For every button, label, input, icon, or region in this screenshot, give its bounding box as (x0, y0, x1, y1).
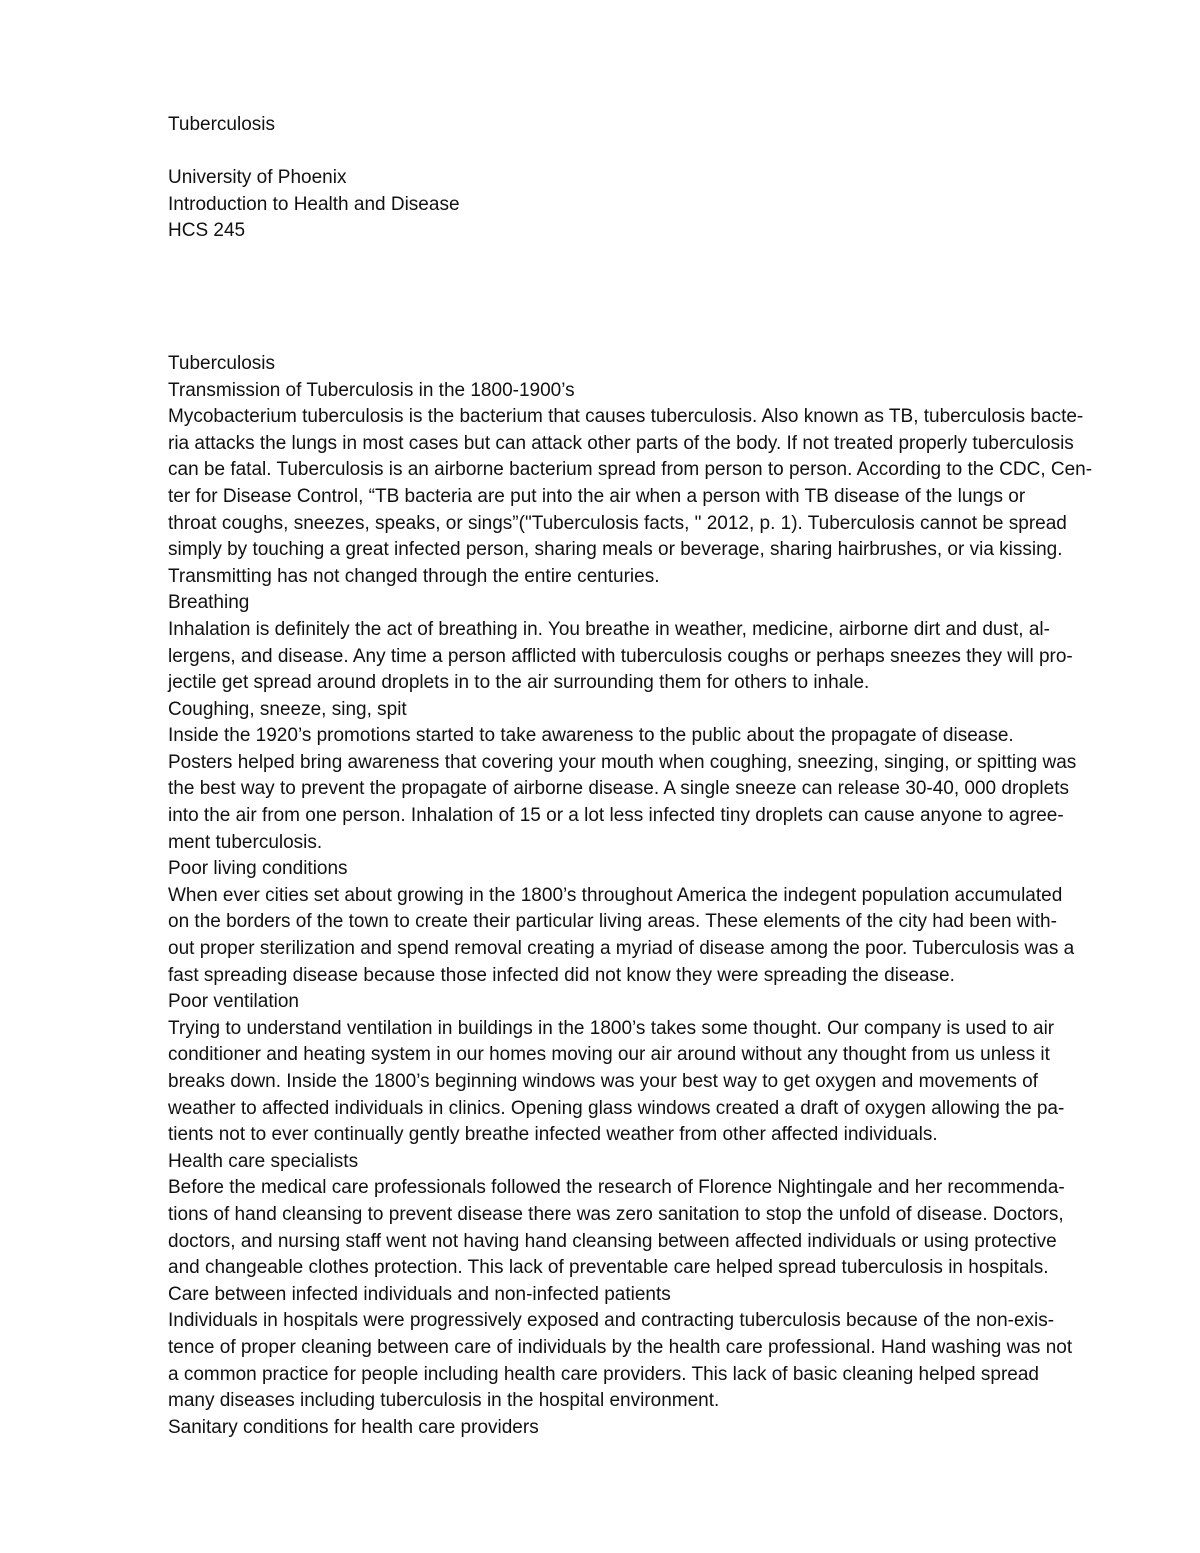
text-line: breaks down. Inside the 1800’s beginning windows was your best way to get oxygen and movements of (168, 1071, 1038, 1092)
text-line: Inside the 1920’s promotions started to take awareness to the public about the propagate of disease. (168, 725, 1014, 747)
text-line: Inhalation is definitely the act of breathing in. You breathe in weather, medicine, airborne dirt and dust, al- (168, 618, 1050, 640)
text-line: on the borders of the town to create their particular living areas. These elements of the city had been with- (168, 911, 1057, 933)
text-line: tence of proper cleaning between care of individuals by the health care professional. Hand washing was not (168, 1336, 1073, 1358)
text-line: Mycobacterium tuberculosis is the bacterium that causes tuberculosis. Also known as TB, tuberculosis bacte- (168, 406, 1084, 428)
text-line: Trying to understand ventilation in buildings in the 1800’s takes some thought. Our company is used to air (168, 1017, 1055, 1039)
text-line: ment tuberculosis. (168, 831, 323, 853)
text-line: tions of hand cleansing to prevent disease there was zero sanitation to stop the unfold of disease. Doctors, (168, 1203, 1064, 1225)
course-name: Introduction to Health and Disease (168, 193, 460, 215)
text-line: ter for Disease Control, “TB bacteria are put into the air when a person with TB disease of the lungs or (168, 485, 1026, 507)
course-code: HCS 245 (168, 220, 246, 242)
text-line: Transmitting has not changed through the entire centuries. (168, 565, 660, 587)
section-heading: Poor ventilation (168, 991, 299, 1013)
text-line: fast spreading disease because those infected did not know they were spreading the disease. (168, 964, 955, 986)
section-heading: Sanitary conditions for health care providers (168, 1416, 539, 1438)
text-line: into the air from one person. Inhalation of 15 or a lot less infected tiny droplets can cause anyone to agree- (168, 805, 1064, 827)
document-title: Tuberculosis (168, 114, 276, 135)
text-line: and changeable clothes protection. This lack of preventable care helped spread tuberculosis in hospitals. (168, 1257, 1049, 1279)
text-line: the best way to prevent the propagate of airborne disease. A single sneeze can release 30-40, 000 droplets (168, 778, 1069, 800)
text-line: simply by touching a great infected person, sharing meals or beverage, sharing hairbrushes, or via kissing. (168, 539, 1063, 561)
spacer (168, 245, 1128, 351)
text-line: When ever cities set about growing in the 1800’s throughout America the indegent population accumulated (168, 884, 1063, 906)
text-line: Individuals in hospitals were progressively exposed and contracting tuberculosis because of the non-exis- (168, 1310, 1055, 1332)
school-name: University of Phoenix (168, 167, 347, 189)
text-line: many diseases including tuberculosis in the hospital environment. (168, 1390, 720, 1412)
text-line: Posters helped bring awareness that covering your mouth when coughing, sneezing, singing, or spitting was (168, 751, 1077, 773)
text-line: conditioner and heating system in our homes moving our air around without any thought from us unless it (168, 1044, 1050, 1066)
body-heading: Tuberculosis (168, 352, 276, 374)
document-page (168, 112, 1128, 1441)
section-heading: Poor living conditions (168, 858, 348, 880)
text-line: a common practice for people including health care providers. This lack of basic cleaning helped spread (168, 1363, 1039, 1385)
text-line: tients not to ever continually gently breathe infected weather from other affected individuals. (168, 1124, 938, 1146)
spacer (168, 139, 1128, 166)
text-line: weather to affected individuals in clinics. Opening glass windows created a draft of oxygen allowing the pa- (168, 1097, 1065, 1119)
text-line: out proper sterilization and spend removal creating a myriad of disease among the poor. Tuberculosis was a (168, 938, 1075, 960)
text-line: lergens, and disease. Any time a person afflicted with tuberculosis coughs or perhaps sneezes they will pro- (168, 645, 1073, 667)
text-line: doctors, and nursing staff went not having hand cleansing between affected individuals or using protective (168, 1230, 1057, 1252)
section-heading: Care between infected individuals and non-infected patients (168, 1283, 671, 1305)
text-line: can be fatal. Tuberculosis is an airborne bacterium spread from person to person. According to the CDC, Cen- (168, 459, 1093, 481)
text-line: jectile get spread around droplets in to the air surrounding them for others to inhale. (168, 672, 870, 694)
text-line: ria attacks the lungs in most cases but can attack other parts of the body. If not treated properly tuberculosis (168, 432, 1074, 454)
text-line: throat coughs, sneezes, speaks, or sings”("Tuberculosis facts, " 2012, p. 1). Tuberculosis cannot be spread (168, 512, 1067, 534)
section-heading: Breathing (168, 592, 250, 614)
section-heading: Health care specialists (168, 1150, 359, 1172)
text-line: Transmission of Tuberculosis in the 1800-1900’s (168, 379, 575, 401)
section-heading: Coughing, sneeze, sing, spit (168, 698, 407, 720)
text-line: Before the medical care professionals followed the research of Florence Nightingale and her recommenda- (168, 1177, 1065, 1199)
